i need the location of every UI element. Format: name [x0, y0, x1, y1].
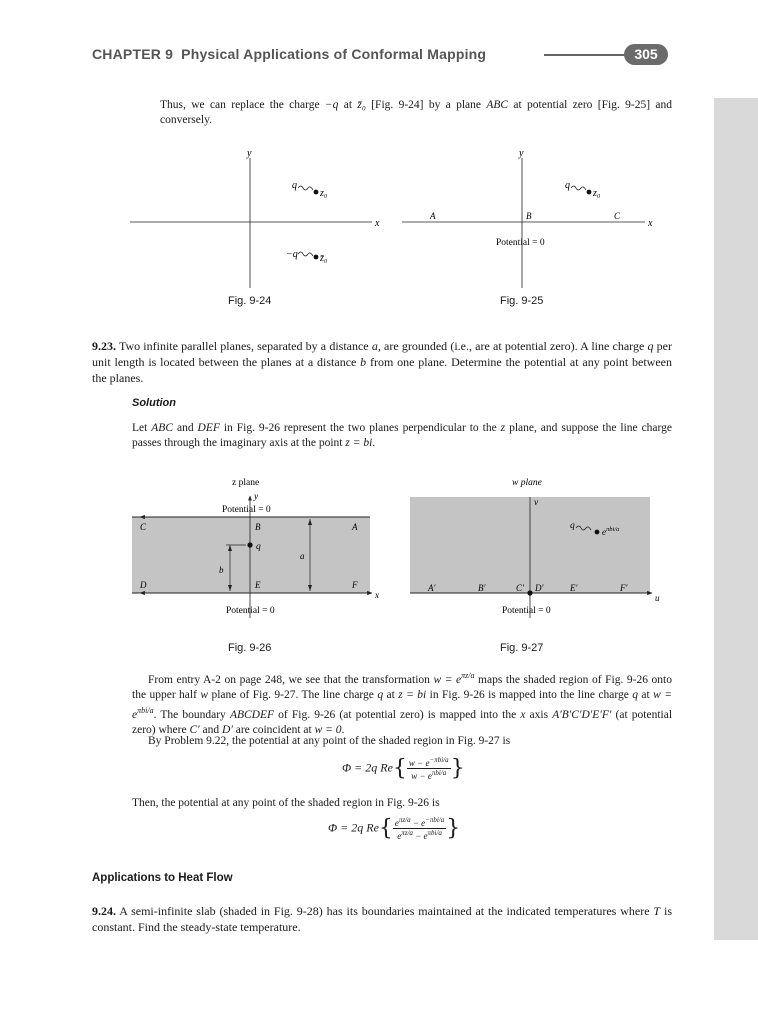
fig26-b-dim-label: b	[219, 565, 224, 575]
fig25-q-label: q	[565, 180, 570, 191]
body-math: q	[377, 688, 384, 701]
body-text: and	[199, 723, 223, 736]
solution-text: in Fig. 9-26 represent the two planes perpendicular to the	[219, 422, 501, 434]
fig26-q-label: q	[256, 542, 261, 552]
solution-zbi: z = bi	[345, 437, 373, 449]
fig26-a-label: A	[352, 522, 358, 532]
body-text: in Fig. 9-26 is mapped into the line charge	[426, 688, 633, 701]
figure-9-26	[132, 478, 379, 618]
body-paragraph-2: By Problem 9.22, the potential at any point of the shaded region in Fig. 9-27 is	[148, 735, 511, 747]
eq1-fraction	[407, 756, 451, 781]
eq2-right-brace: }	[446, 816, 461, 841]
solution-heading: Solution	[132, 397, 176, 409]
solution-text: Let	[132, 422, 152, 434]
fig24-minus-q-label: −q	[286, 249, 298, 260]
body-text: (at potential zero) where	[132, 708, 673, 736]
fig27-charge-point	[595, 530, 600, 535]
fig27-f-label: F′	[620, 583, 628, 593]
fig26-d-label: D	[140, 580, 147, 590]
fig25-b-label: B	[526, 211, 532, 221]
problem-text: per unit length is located between the planes at a distance	[92, 339, 672, 369]
fig26-potential-top: Potential = 0	[222, 505, 271, 515]
fig27-q-label: q	[570, 521, 575, 531]
eq1-num-exp: −πbi/a	[429, 756, 449, 764]
body-paragraph-1	[132, 668, 672, 738]
fig24-z0-label: z₀	[320, 188, 328, 199]
fig25-a-label: A	[430, 211, 436, 221]
body-text: plane of Fig. 9-27. The line charge	[208, 688, 378, 701]
eq1-num: w − e	[408, 758, 430, 768]
problem-var-a: a	[371, 339, 378, 353]
fig26-potential-bottom: Potential = 0	[226, 606, 275, 616]
page-number: 305	[624, 44, 668, 65]
body-math: ABCDEF	[229, 708, 275, 721]
body-math: x	[520, 708, 526, 721]
body-text: of Fig. 9-26 (at potential zero) is mapped into the	[274, 708, 521, 721]
body-paragraph-3: Then, the potential at any point of the shaded region in Fig. 9-26 is	[132, 797, 440, 809]
section-heading: Applications to Heat Flow	[92, 872, 233, 884]
intro-z0bar: z̄₀	[357, 99, 366, 111]
problem-var-q: q	[647, 339, 654, 353]
problem-text: from one plane. Determine the potential at any point between the planes.	[92, 355, 672, 385]
body-math: πbi/a	[137, 705, 154, 715]
body-math: w = 0	[314, 723, 342, 736]
solution-text: plane, and suppose the line charge passes through the imaginary axis at the point	[132, 422, 673, 449]
chapter-number: CHAPTER 9	[92, 46, 174, 62]
solution-abc: ABC	[151, 422, 174, 434]
eq2-num-mid: − e	[410, 818, 426, 828]
fig26-f-label: F	[352, 580, 358, 590]
body-math: C′	[189, 723, 200, 736]
body-text: .	[341, 723, 345, 736]
eq2-den-exp2: πbi/a	[427, 829, 442, 837]
fig27-e-label: E′	[570, 583, 578, 593]
eq2-num-exp2: −πbi/a	[425, 816, 445, 824]
eq2-num: e	[394, 818, 399, 828]
fig27-c-label: C′	[516, 583, 524, 593]
fig27-b-label: B′	[478, 583, 486, 593]
fig26-c-label: C	[140, 522, 147, 532]
body-math: A′B′C′D′E′F′	[552, 708, 612, 721]
fig26-e-label: E	[255, 580, 261, 590]
fig27-d-label: D′	[535, 583, 544, 593]
fig26-y-label: y	[254, 492, 259, 502]
eq2-lhs: Φ = 2q Re	[328, 820, 379, 835]
fig26-a-dim-label: a	[300, 551, 305, 561]
figure-9-27	[410, 478, 660, 618]
body-text: are coincident at	[232, 723, 315, 736]
equation-1	[342, 756, 465, 781]
fig27-v-label: v	[534, 498, 539, 508]
body-math: w = e	[132, 688, 672, 721]
fig25-caption: Fig. 9-25	[500, 295, 544, 307]
fig26-x-label: x	[375, 590, 379, 600]
problem-9-24	[92, 903, 672, 935]
eq2-numerator	[393, 816, 446, 829]
eq2-num-exp1: πz/a	[398, 816, 411, 824]
body-text: at	[383, 688, 399, 701]
problem-var-t: T	[653, 904, 661, 918]
body-math: w = e	[433, 673, 462, 686]
equation-2	[328, 816, 460, 841]
fig26-plane-label: z plane	[232, 478, 260, 488]
body-math: D′	[222, 723, 233, 736]
fig27-u-label: u	[655, 593, 660, 603]
fig24-x-label: x	[375, 218, 380, 229]
eq1-numerator	[407, 756, 451, 769]
fig25-y-label: y	[519, 148, 524, 159]
intro-text: at potential zero [Fig. 9-25] and conversely.	[160, 99, 672, 126]
eq1-denominator	[407, 769, 451, 781]
solution-z: z	[500, 422, 506, 434]
eq1-lhs: Φ = 2q Re	[342, 760, 393, 775]
problem-text: Two infinite parallel planes, separated by a distance	[118, 339, 372, 353]
fig25-potential-label: Potential = 0	[496, 238, 545, 248]
fig25-x-label: x	[648, 218, 653, 229]
fig27-e: e	[602, 527, 606, 537]
problem-number: 9.23.	[92, 339, 116, 353]
eq2-left-brace: {	[378, 816, 393, 841]
problem-text: is constant. Find the steady-state temperature.	[92, 904, 672, 934]
fig26-shaded-strip	[132, 517, 370, 593]
fig24-q-label: q	[292, 180, 297, 191]
fig27-exp: πbi/a	[606, 526, 620, 533]
body-text: maps the shaded region of Fig. 9-26 onto the upper half	[132, 673, 672, 701]
problem-text: , are grounded (i.e., are at potential zero). A line charge	[377, 339, 648, 353]
fig27-caption: Fig. 9-27	[500, 642, 544, 654]
fig24-y-label: y	[247, 148, 252, 159]
body-math: w	[200, 688, 209, 701]
body-math: q	[632, 688, 639, 701]
solution-text: .	[372, 437, 376, 449]
intro-text: [Fig. 9-24] by a plane	[365, 99, 487, 111]
body-text: From entry A-2 on page 248, we see that the transformation	[148, 673, 434, 686]
eq1-left-brace: {	[392, 756, 407, 781]
solution-def: DEF	[197, 422, 220, 434]
intro-text: Thus, we can replace the charge	[160, 99, 325, 111]
body-text: axis	[525, 708, 553, 721]
fig26-caption: Fig. 9-26	[228, 642, 272, 654]
eq2-den-mid: − e	[412, 831, 428, 841]
eq2-denominator	[393, 829, 446, 841]
eq1-den: w − e	[411, 771, 432, 781]
intro-abc: ABC	[486, 99, 509, 111]
problem-text: A semi-infinite slab (shaded in Fig. 9-28) has its boundaries maintained at the indicated temperatures where	[119, 904, 654, 918]
fig27-origin-point	[527, 590, 532, 595]
chapter-title: Physical Applications of Conformal Mapping	[181, 46, 487, 62]
fig27-a-label: A′	[428, 583, 436, 593]
body-text: at	[638, 688, 654, 701]
eq2-den: e	[397, 831, 402, 841]
problem-number: 9.24.	[92, 904, 116, 918]
eq1-den-exp: πbi/a	[431, 769, 447, 777]
body-text: . The boundary	[153, 708, 230, 721]
fig24-caption: Fig. 9-24	[228, 295, 272, 307]
intro-charge: −q	[324, 99, 339, 111]
eq2-fraction	[393, 816, 446, 841]
intro-text: at	[338, 99, 358, 111]
fig24-z0bar-label: z̄₀	[320, 253, 328, 264]
fig26-b-label: B	[255, 522, 261, 532]
body-math: z = bi	[398, 688, 427, 701]
eq2-den-exp1: πz/a	[401, 829, 413, 837]
fig27-potential-label: Potential = 0	[502, 606, 551, 616]
fig25-c-label: C	[614, 211, 621, 221]
solution-text: and	[173, 422, 198, 434]
problem-var-b: b	[360, 355, 367, 369]
fig26-charge-point	[247, 542, 252, 547]
fig25-z0-label: z₀	[593, 188, 601, 199]
body-math: πz/a	[461, 671, 475, 680]
eq1-right-brace: }	[450, 756, 465, 781]
fig27-plane-label: w plane	[512, 478, 542, 488]
